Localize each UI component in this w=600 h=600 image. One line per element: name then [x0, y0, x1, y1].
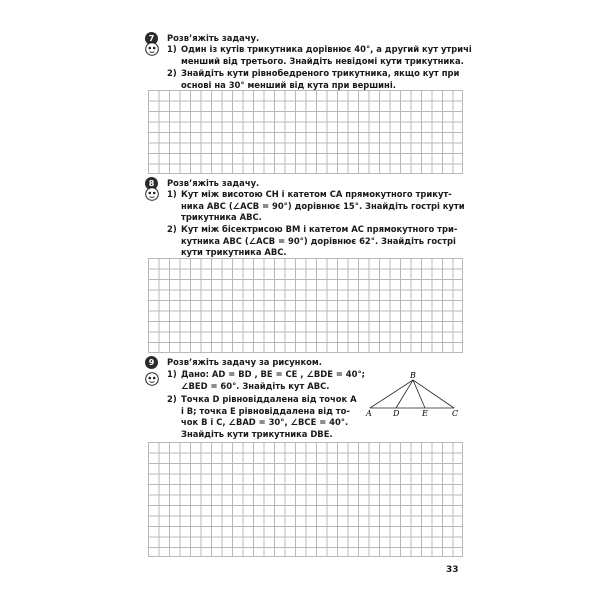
segment-ab — [370, 380, 413, 408]
thinking-face-icon — [145, 42, 159, 56]
task-intro: Розв’яжіть задачу за рисунком. — [167, 357, 322, 367]
label-d: D — [393, 409, 400, 418]
task-number-badge: 9 — [145, 356, 158, 369]
task-9 — [145, 356, 370, 446]
subtask-number: 2) — [167, 394, 177, 404]
task-number-badge: 8 — [145, 177, 158, 190]
subtask-line: Один із кутів трикутника дорівнює 40°, а другий кут утричі — [181, 44, 472, 54]
triangle-figure — [360, 370, 465, 420]
subtask-line: ∠BED = 60°. Знайдіть кут ABC. — [181, 380, 330, 391]
label-e: E — [422, 409, 428, 418]
subtask-line: кути трикутника ABC. — [181, 247, 287, 257]
subtask-line: Кут між висотою CH і катетом CA прямокутного трикут- — [181, 189, 452, 199]
label-c: C — [452, 409, 459, 418]
thinking-face-icon — [145, 187, 159, 201]
label-b: B — [410, 371, 416, 380]
task-7 — [145, 32, 472, 92]
subtask-line: Дано: AD = BD , BE = CE , ∠BDE = 40°; — [181, 369, 365, 379]
subtask-line: трикутника ABC. — [181, 212, 262, 222]
subtask-number: 1) — [167, 44, 177, 54]
subtask-line: кутника ABC (∠ACB = 90°) дорівнює 62°. Знайдіть гострі — [181, 235, 456, 246]
subtask-line: основі на 30° менший від кута при вершині. — [181, 79, 396, 90]
subtask-line: ника ABC (∠ACB = 90°) дорівнює 15°. Знайдіть гострі кути — [181, 200, 465, 211]
subtask-number: 2) — [167, 68, 177, 78]
subtask-number: 1) — [167, 189, 177, 199]
subtask-line: і B; точка E рівновіддалена від то- — [181, 405, 350, 416]
subtask-number: 1) — [167, 369, 177, 379]
subtask-line: менший від третього. Знайдіть невідомі кути трикутника. — [181, 55, 464, 66]
label-a: A — [366, 409, 372, 418]
segment-bd — [396, 380, 413, 408]
answer-grid-task-7[interactable] — [148, 90, 463, 174]
subtask-line: Знайдіть кути рівнобедреного трикутника, якщо кут при — [181, 68, 460, 78]
task-number-badge: 7 — [145, 32, 158, 45]
subtask-line: Точка D рівновіддалена від точок A — [181, 394, 357, 404]
subtask-line: Кут між бісектрисою BM і катетом AC прямокутного три- — [181, 224, 458, 234]
answer-grid-task-9[interactable] — [148, 442, 463, 557]
subtask-line: чок B і C, ∠BAD = 30°, ∠BCE = 40°. — [181, 417, 349, 427]
answer-grid-task-8[interactable] — [148, 258, 463, 353]
task-intro: Розв’яжіть задачу. — [167, 33, 260, 43]
task-8 — [145, 177, 465, 257]
page-number: 33 — [446, 565, 459, 575]
task-intro: Розв’яжіть задачу. — [167, 178, 260, 188]
subtask-line: Знайдіть кути трикутника DBE. — [181, 428, 333, 439]
thinking-face-icon — [145, 372, 159, 386]
subtask-number: 2) — [167, 224, 177, 234]
